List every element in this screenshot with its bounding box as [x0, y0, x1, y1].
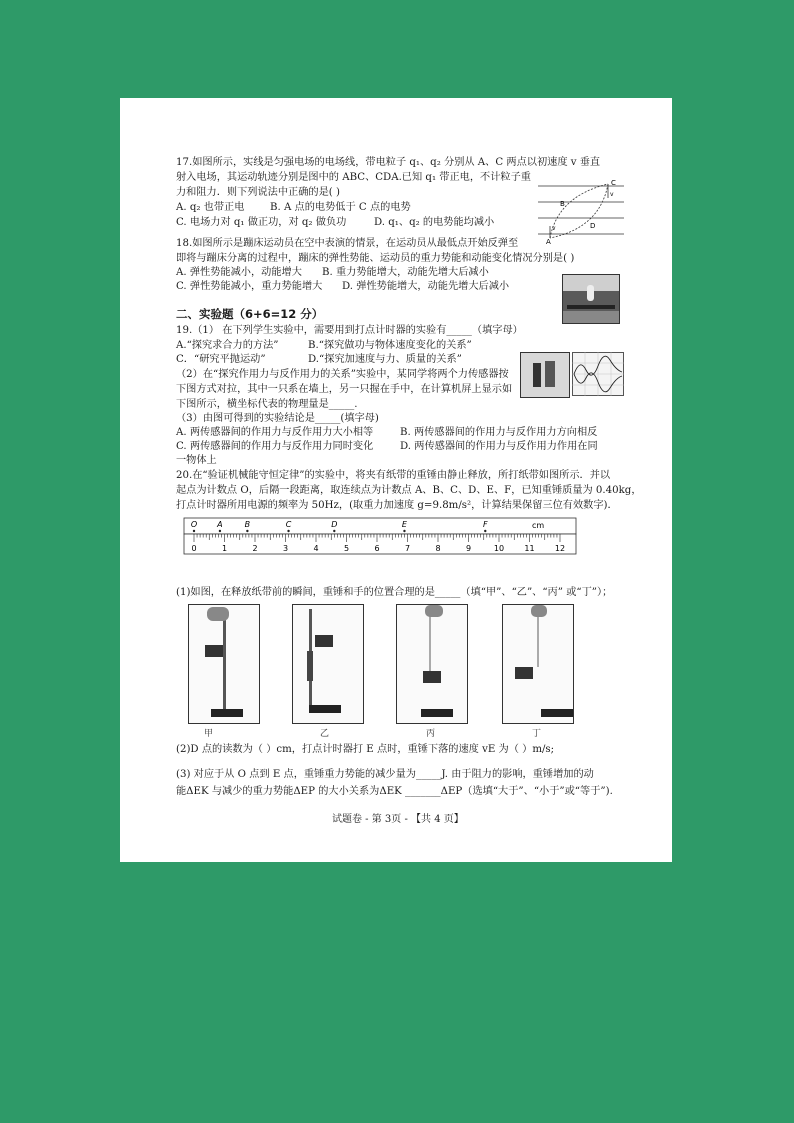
tape-point-label: F: [482, 520, 488, 529]
tape-unit-label: cm: [532, 521, 545, 530]
paper-tape-ruler: [180, 516, 580, 562]
q19-option-c: C．“研究平抛运动”: [176, 354, 266, 365]
q19-option-b: B.“探究做功与物体速度变化的关系”: [308, 340, 472, 351]
q18-option-a: A. 弹性势能减小，动能增大: [176, 267, 302, 278]
caption-yi: 乙: [320, 729, 330, 739]
tape-dot: [403, 530, 405, 532]
tape-dot: [287, 530, 289, 532]
ruler-number: 2: [252, 544, 258, 553]
ruler-number: 4: [313, 544, 319, 553]
q18-line2: 即将与蹦床分离的过程中，蹦床的弹性势能、运动员的重力势能和动能变化情况分别是( ): [176, 253, 575, 264]
fig-label-v2: v: [610, 191, 614, 198]
tape-point-label: E: [401, 520, 407, 529]
ruler-number: 3: [282, 544, 289, 553]
electric-field-figure: [538, 176, 624, 246]
q18-option-b: B. 重力势能增大，动能先增大后减小: [322, 267, 489, 278]
tape-point-label: O: [190, 520, 198, 529]
force-graph-screen: [572, 352, 624, 396]
q19-p2-line3: 下图所示，横坐标代表的物理量是_____.: [176, 399, 358, 410]
paper-tape: [184, 518, 576, 534]
ruler-number: 9: [465, 544, 472, 553]
q19-option-a3: A. 两传感器间的作用力与反作用力大小相等: [176, 427, 374, 438]
setup-photo-yi: [292, 604, 364, 724]
tape-point-label: D: [331, 520, 338, 529]
fig-label-c: C: [611, 179, 616, 187]
tape-dot: [193, 530, 195, 532]
q19-option-d3: D. 两传感器间的作用力与反作用力作用在同: [400, 441, 598, 452]
setup-photo-bing: [396, 604, 468, 724]
ruler-number: 0: [191, 544, 197, 553]
q20-sub2: (2)D 点的读数为（ ）cm，打点计时器打 E 点时，重锤下落的速度 vE 为（ ）m/s;: [176, 744, 555, 755]
caption-jia: 甲: [204, 729, 214, 739]
caption-ding: 丁: [532, 729, 542, 739]
q19-option-b3: B. 两传感器间的作用力与反作用力方向相反: [400, 427, 598, 438]
q20-line3: 打点计时器所用电源的频率为 50Hz，(取重力加速度 g=9.8m/s²，计算结果保留三位有效数字)．: [176, 500, 618, 511]
exam-page: [120, 98, 672, 862]
tape-dot: [484, 530, 486, 532]
q20-sub3-line1: (3) 对应于从 O 点到 E 点，重锤重力势能的减少量为_____J. 由于阻力的影响，重锤增加的动: [176, 769, 594, 780]
tape-dot: [246, 530, 248, 532]
q18-line1: 18.如图所示是蹦床运动员在空中表演的情景，在运动员从最低点开始反弹至: [176, 238, 519, 249]
q18-option-d: D. 弹性势能增大，动能先增大后减小: [342, 281, 510, 292]
q19-p3-line1: （3）由图可得到的实验结论是_____(填字母): [176, 413, 379, 424]
q19-option-d3-cont: 一物体上: [176, 455, 217, 466]
force-sensor-photo: [520, 352, 570, 398]
q19-option-a: A.“探究求合力的方法”: [176, 340, 279, 351]
caption-bing: 丙: [426, 729, 436, 739]
tape-point-label: A: [217, 520, 223, 529]
trampoline-photo: [562, 274, 620, 324]
q19-p2-line1: （2）在“探究作用力与反作用力的关系”实验中，某同学将两个力传感器按: [176, 369, 509, 380]
q18-option-c: C. 弹性势能减小，重力势能增大: [176, 281, 323, 292]
setup-photo-ding: [502, 604, 574, 724]
q20-line2: 起点为计数点 O，后隔一段距离，取连续点为计数点 A、B、C、D、E、F，已知重锤质量为 0.40kg，: [176, 485, 642, 496]
page-footer: 试题卷 - 第 3页 - 【共 4 页】: [332, 814, 464, 825]
q17-option-b: B. A 点的电势低于 C 点的电势: [270, 202, 411, 213]
ruler-number: 8: [435, 544, 441, 553]
ruler-number: 5: [343, 544, 350, 553]
ruler-number: 1: [221, 544, 228, 553]
ruler-number: 6: [374, 544, 380, 553]
ruler-number: 10: [493, 544, 505, 553]
fig-label-d: D: [590, 222, 596, 230]
ruler-number: 12: [554, 544, 566, 553]
q19-option-c3: C. 两传感器间的作用力与反作用力同时变化: [176, 441, 374, 452]
q17-option-a: A. q₂ 也带正电: [176, 202, 245, 213]
q17-line3: 力和阻力．则下列说法中正确的是( ): [176, 187, 340, 198]
q17-line1: 17.如图所示，实线是匀强电场的电场线，带电粒子 q₁、q₂ 分别从 A、C 两点以初速度 v 垂直: [176, 157, 601, 168]
setup-photo-jia: [188, 604, 260, 724]
section-title: 二、实验题（6+6=12 分）: [176, 307, 324, 321]
tape-point-label: C: [285, 520, 292, 529]
q20-sub3-line2: 能ΔEK 与减少的重力势能ΔEP 的大小关系为ΔEK _______ΔEP（选填“大于”、“小于”或“等于”).: [176, 786, 613, 797]
q20-line1: 20.在“验证机械能守恒定律”的实验中，将夹有纸带的重锤由静止释放，所打纸带如图所示．并以: [176, 470, 611, 481]
q17-line2: 射入电场，其运动轨迹分别是图中的 ABC、CDA.已知 q₁ 带正电，不计粒子重: [176, 172, 531, 183]
tape-point-label: B: [244, 520, 251, 529]
q17-option-d: D. q₁、q₂ 的电势能均减小: [374, 217, 495, 228]
ruler-number: 11: [524, 544, 535, 553]
q17-option-c: C. 电场力对 q₁ 做正功，对 q₂ 做负功: [176, 217, 347, 228]
q19-line1: 19.（1） 在下列学生实验中，需要用到打点计时器的实验有_____（填字母）: [176, 325, 523, 336]
q19-option-d: D.“探究加速度与力、质量的关系”: [308, 354, 462, 365]
q20-sub1: (1)如图，在释放纸带前的瞬间，重锤和手的位置合理的是_____（填“甲”、“乙”、“丙” 或“丁”）；: [176, 587, 613, 598]
q19-p2-line2: 下图方式对拉，其中一只系在墙上，另一只握在手中，在计算机屏上显示如: [176, 384, 513, 395]
ruler-number: 7: [404, 544, 411, 553]
tape-dot: [333, 530, 335, 532]
fig-label-a: A: [546, 238, 551, 246]
fig-label-b: B: [560, 200, 565, 208]
fig-label-v1: v: [552, 225, 556, 232]
tape-dot: [219, 530, 221, 532]
